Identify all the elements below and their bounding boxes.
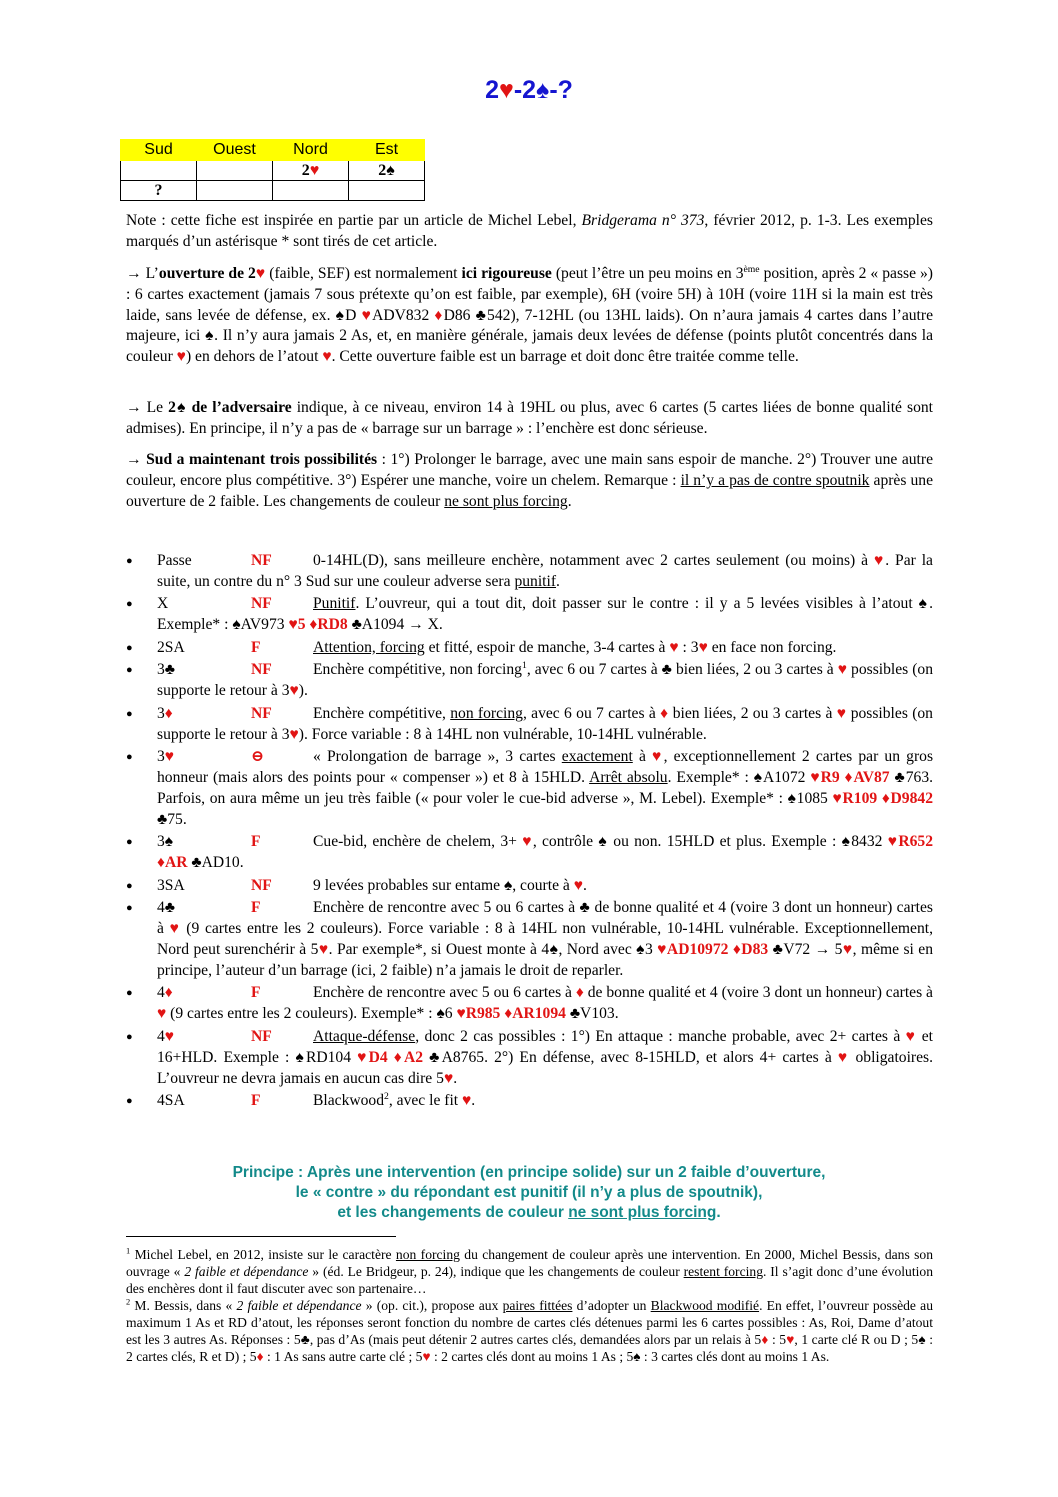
bid-item-4d: ● 4♦ F Enchère de rencontre avec 5 ou 6 cartes à ♦ de bonne qualité et 4 (voire 3 dont un honneur) cartes à ♥ (9 cartes entre les 2 couleurs). Exemple* : ♠6 ♥R985 ♦AR1094 ♣V103. (126, 984, 933, 1023)
bid-item-passe: ● Passe NF 0-14HL(D), sans meilleure enchère, notamment avec 2 cartes seulement (ou moins) à ♥. Par la suite, un contre du n° 3 Sud sur une couleur adverse sera punitif. (126, 552, 933, 590)
footnote-divider (126, 1236, 396, 1237)
section-possibilities: → Sud a maintenant trois possibilités : 1°) Prolonger le barrage, avec une main sans espoir de manche. 2°) Trouver une autre couleur, encore plus compétitive. 3°) Espérer une manche, voire un chelem. Remarque : il n’y a pas de contre spoutnik après une ouverture de 2 faible. Les changements de couleur ne sont plus forcing. (126, 451, 933, 510)
cell-r1-nord: 2♥ (273, 161, 349, 181)
bid-item-3sa: ● 3SA NF 9 levées probables sur entame ♠, courte à ♥. (126, 876, 587, 894)
bid-item-4sa: ● 4SA F Blackwood$^2$, avec le fit ♥. (126, 1091, 476, 1110)
cell-r2-nord (273, 181, 349, 201)
bid-item-3s: ● 3♠ F Cue-bid, enchère de chelem, 3+ ♥, contrôle ♠ ou non. 15HLD et plus. Exemple : ♠8432 ♥R652 ♦AR ♣AD10. (126, 833, 933, 872)
bid-item-2sa: ● 2SA F Attention, forcing et fitté, espoir de manche, 3-4 cartes à ♥ : 3♥ en face non forcing. (126, 638, 837, 656)
section-opening: → L’ouverture de 2♥ (faible, SEF) est normalement ici rigoureuse (peut l’être un peu moins en 3ème position, après 2 « passe ») : 6 cartes exactement (jamais 7 sous prétexte qu’on est faible, par exemple), 6H (voire 5H) à 10H (voire 11H si la main est très laide, sans levée de défense, ex. ♠D ♥ADV832 ♦D86 ♣542), 7-12HL (ou 13HL laids). On n’aura jamais 4 cartes dans l’autre majeure, ici ♠. Il n’y aura jamais 2 As, et, en manière générale, jamais deux levées de défense (points plutôt concentrés dans la couleur ♥) en dehors de l’atout ♥. Cette ouverture faible est un barrage et doit donc être traitée comme telle. (126, 263, 933, 366)
principle-box: Principe : Après une intervention (en principe solide) sur un 2 faible d’ouverture, le « contre » du répondant est punitif (il n’y a plus de spoutnik), et les changements de couleur ne sont plus forcing. (232, 1164, 826, 1221)
section-overcall: → Le 2♠ de l’adversaire indique, à ce niveau, environ 14 à 19HL ou plus, avec 6 cartes (5 cartes liées de bonne qualité sont admises). En principe, il n’y a pas de « barrage sur un barrage » : l’enchère est donc sérieuse. (126, 399, 933, 437)
cell-r2-sud: ? (121, 181, 197, 201)
auction-table (120, 139, 425, 201)
cell-r2-est (349, 181, 425, 201)
bid-item-4h: ● 4♥ NF Attaque-défense, donc 2 cas possibles : 1°) En attaque : manche probable, avec 2+ cartes à ♥ et 16+HLD. Exemple : ♠RD104 ♥D4 ♦A2 ♣A8765. 2°) En défense, avec 8-15HLD, et alors 4+ cartes à ♥ obligatoires. L’ouvreur ne devra jamais en aucun cas dire 5♥. (126, 1027, 934, 1087)
header-sud: Sud (121, 140, 197, 161)
spade-icon: ♠ (536, 76, 550, 104)
page-title: 2♥-2♠-? (485, 76, 573, 104)
cell-r1-est: 2♠ (349, 161, 425, 181)
bid-item-3h: ● 3♥ ⊖ « Prolongation de barrage », 3 cartes exactement à ♥, exceptionnellement 2 cartes par un gros honneur (mais alors des points pour « compenser ») et 8 à 15HLD. Arrêt absolu. Exemple* : ♠A1072 ♥R9 ♦AV87 ♣763. Parfois, on aura même un jeu très faible (« pour voler le cue-bid adverse », M. Lebel). Exemple* : ♠1085 ♥R109 ♦D9842 ♣75. (126, 748, 934, 828)
header-ouest: Ouest (197, 140, 273, 161)
footnote-2: $^2$ M. Bessis, dans « 2 faible et dépendance » (op. cit.), propose aux paires fittées d’adopter un Blackwood modifié. En effet, l’ouvreur possède au maximum 1 As et RD d’atout, les réponses seront fonction du nombre de cartes clés détenues parmi les 6 cartes possibles : As, Roi, Dame d’atout est les 3 autres As. Réponses : 5♣, pas d’As (mais peut détenir 2 autres cartes clés, demandées alors par un relais à 5♦ : 5♥, 1 carte clé R ou D ; 5♠ : 2 cartes clés, R et D) ; 5♦ : 1 As sans autre carte clé ; 5♥ : 2 cartes clés dont au moins 1 As ; 5♠ : 3 cartes clés dont au moins 1 As. (126, 1296, 933, 1364)
cell-r1-sud (121, 161, 197, 181)
bid-list (120, 551, 933, 1114)
bid-item-3d: ● 3♦ NF Enchère compétitive, non forcing, avec 6 ou 7 cartes à ♦ bien liées, 2 ou 3 cartes à ♥ possibles (on supporte le retour à 3♥). Force variable : 8 à 14HL non vulnérable, 10-14HL vulnérable. (126, 704, 933, 743)
note-paragraph: Note : cette fiche est inspirée en partie par un article de Michel Lebel, Bridgerama n° 373, février 2012, p. 1-3. Les exemples marqués d’un astérisque * sont tirés de cet article. (126, 212, 933, 250)
header-nord: Nord (273, 140, 349, 161)
cell-r2-ouest (197, 181, 273, 201)
bid-item-x: ● X NF Punitif. L’ouvreur, qui a tout dit, doit passer sur le contre : il y a 5 levées visibles à l’atout ♠. Exemple* : ♠AV973 ♥5 ♦RD8 ♣A1094 → X. (126, 595, 933, 634)
bid-item-4c: ● 4♣ F Enchère de rencontre avec 5 ou 6 cartes à ♣ de bonne qualité et 4 (voire 3 dont un honneur) cartes à ♥ (9 cartes entre les 2 couleurs). Force variable : 8 à 14HL non vulnérable, 10-14HL vulnérable. Exceptionnellement, Nord peut surenchérir à 5♥. Par exemple*, si Ouest monte à 4♠, Nord avec ♠3 ♥AD10972 ♦D83 ♣V72 → 5♥, même si en principe, l’auteur d’un barrage (ici, 2 faible) n’a jamais le droit de reparler. (126, 899, 933, 979)
cell-r1-ouest (197, 161, 273, 181)
header-est: Est (349, 140, 425, 161)
heart-icon: ♥ (498, 76, 514, 104)
bid-item-3c: ● 3♣ NF Enchère compétitive, non forcing$^1$, avec 6 ou 7 cartes à ♣ bien liées, 2 ou 3 cartes à ♥ possibles (on supporte le retour à 3♥). (126, 660, 933, 700)
footnote-1: $^1$ Michel Lebel, en 2012, insiste sur le caractère non forcing du changement de couleur après une intervention. En 2000, Michel Bessis, dans son ouvrage « 2 faible et dépendance » (éd. Le Bridgeur, p. 24), indique que les changements de couleur restent forcing. Il s’agit donc d’une évolution des enchères dont il faut discuter avec son partenaire… (126, 1245, 934, 1296)
